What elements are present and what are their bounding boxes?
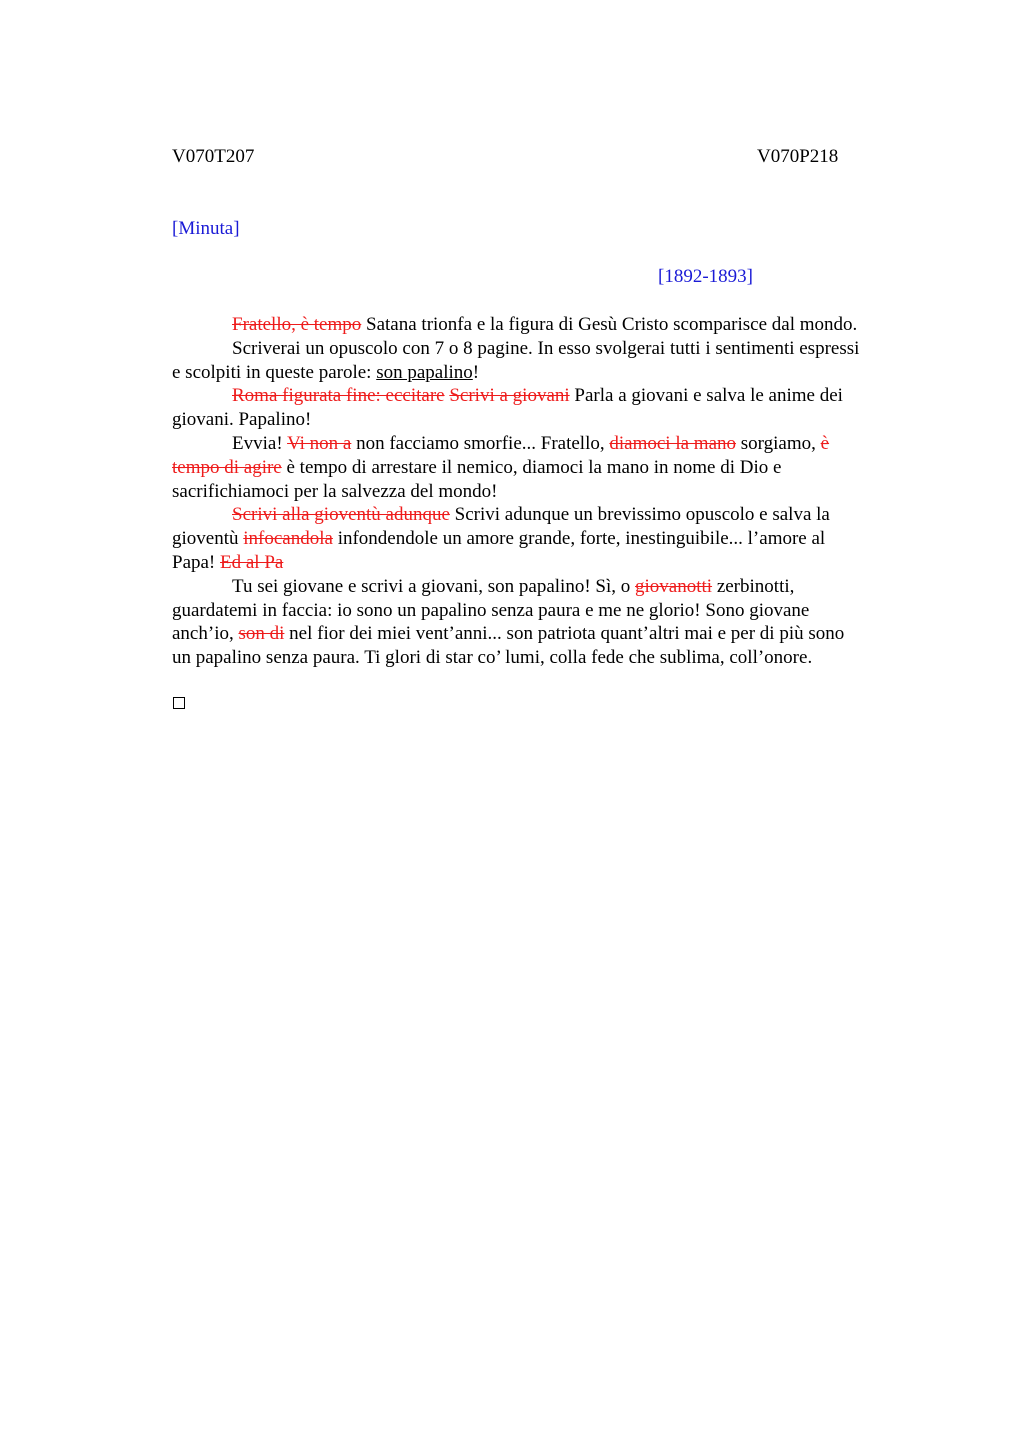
text-line [172, 527, 917, 551]
text-line [172, 622, 917, 646]
paragraph-1 [172, 313, 917, 337]
text: e scolpiti in queste parole: [172, 361, 377, 383]
text-line: Scriverai un opuscolo con 7 o 8 pagine. In esso svolgerai tutti i sentimenti espressi [232, 337, 860, 359]
text: Papa! [172, 551, 221, 573]
paragraph-4 [172, 432, 917, 503]
text-line [172, 456, 917, 480]
deleted-text: Scrivi alla gioventù adunque [232, 504, 450, 526]
deleted-text: Scrivi a giovani [449, 385, 570, 407]
text-line [172, 503, 917, 527]
text: Scrivi adunque un brevissimo opuscolo e salva la [449, 504, 830, 526]
document-type-note: [Minuta] [172, 218, 240, 239]
text-line: guardatemi in faccia: io sono un papalino senza paura e me ne glorio! Sono giovane [172, 599, 810, 621]
document-code-right: V070P218 [757, 146, 839, 167]
text: anch’io, [172, 623, 239, 645]
text-line: giovani. Papalino! [172, 409, 312, 431]
text-line [172, 575, 917, 599]
deleted-text: tempo di agire [172, 456, 282, 478]
letter-body [172, 313, 917, 670]
underlined-text: son papalino [376, 361, 473, 383]
deleted-text: diamoci la mano [609, 432, 737, 454]
deleted-text: Fratello, è tempo [232, 314, 362, 335]
text-line [172, 384, 917, 408]
deleted-text: Ed al Pa [220, 551, 284, 573]
text: è tempo di arrestare il nemico, diamoci la mano in nome di Dio e [281, 456, 782, 478]
text-line: un papalino senza paura. Ti glori di star co’ lumi, colla fede che sublima, coll’onore. [172, 647, 813, 669]
text: gioventù [172, 528, 244, 550]
paragraph-2 [172, 337, 917, 385]
text-line [172, 432, 917, 456]
text-line [172, 551, 917, 575]
end-marker-box [173, 697, 185, 709]
text: infondendole un amore grande, forte, inestinguibile... l’amore al [332, 528, 826, 550]
deleted-text: Vi non a [287, 432, 352, 454]
deleted-text: Roma figurata fine: eccitare [232, 385, 445, 407]
date-range-note: [1892-1893] [658, 266, 753, 287]
text: sorgiamo, [736, 432, 821, 454]
text: Satana trionfa e la figura di Gesù Cristo scomparisce dal mondo. [361, 314, 858, 335]
paragraph-3 [172, 384, 917, 432]
deleted-text: è [820, 432, 830, 454]
text: Evvia! [232, 432, 288, 454]
paragraph-6 [172, 575, 917, 670]
text: Tu sei giovane e scrivi a giovani, son papalino! Sì, o [232, 575, 635, 597]
text-line: sacrifichiamoci per la salvezza del mondo! [172, 480, 498, 502]
text-line [172, 361, 917, 385]
paragraph-5 [172, 503, 917, 574]
text: ! [472, 361, 480, 383]
deleted-text: son di [238, 623, 285, 645]
text: zerbinotti, [712, 575, 795, 597]
text: non facciamo smorfie... Fratello, [351, 432, 610, 454]
deleted-text: giovanotti [635, 575, 713, 597]
text: Parla a giovani e salva le anime dei [569, 385, 843, 407]
text: nel fior dei miei vent’anni... son patriota quant’altri mai e per di più sono [284, 623, 845, 645]
deleted-text: infocandola [243, 528, 333, 550]
document-code-left: V070T207 [172, 146, 255, 167]
